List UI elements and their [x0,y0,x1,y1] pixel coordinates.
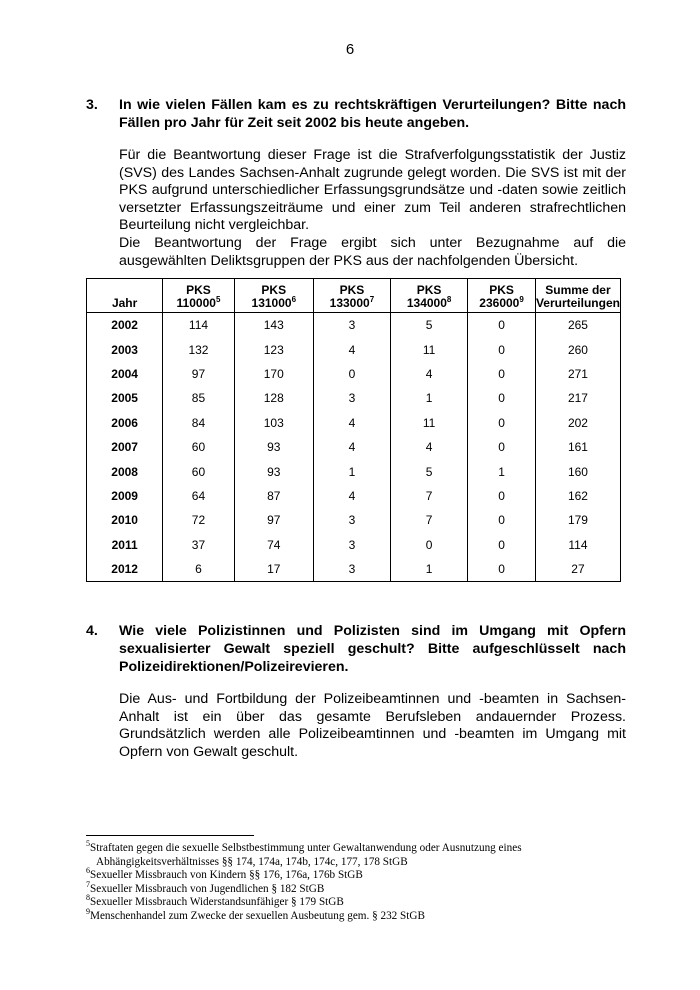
value-cell: 0 [468,435,536,459]
table-row [87,533,621,557]
footnote-text: Menschenhandel zum Zwecke der sexuellen Ausbeutung gem. § 232 StGB [90,909,425,922]
value-cell: 161 [535,435,620,459]
header-line-2: 236000 [479,296,520,310]
year-cell: 2007 [87,435,163,459]
value-cell: 160 [535,459,620,483]
value-cell: 0 [468,557,536,582]
value-cell: 6 [163,557,234,582]
value-cell: 170 [234,362,313,386]
value-cell: 0 [468,386,536,410]
value-cell: 143 [234,313,313,338]
header-line-1: PKS [186,283,211,297]
table-row [87,362,621,386]
value-cell: 271 [535,362,620,386]
value-cell: 3 [313,508,390,532]
header-line-2: 131000 [251,296,292,310]
footnote-reference: 8 [446,295,452,304]
value-cell: 97 [234,508,313,532]
value-cell: 217 [535,386,620,410]
value-cell: 7 [391,508,468,532]
value-cell: 64 [163,484,234,508]
question-4-title: Wie viele Polizistinnen und Polizisten sind im Umgang mit Opfern sexualisierter Gewalt speziell geschult? Bitte aufgeschlüsselt nach Polizeidirektionen/Polizeirevieren. [119,623,626,675]
table-header-cell [163,279,234,313]
table-row [87,337,621,361]
value-cell: 0 [391,533,468,557]
value-cell: 4 [313,435,390,459]
value-cell: 97 [163,362,234,386]
table-header-cell [313,279,390,313]
question-4-section [86,622,626,761]
answer-3-paragraph-2: Die Beantwortung der Frage ergibt sich unter Bezugnahme auf die ausgewählten Deliktsgruppen der PKS aus der nachfolgenden Übersicht. [119,234,626,269]
value-cell: 5 [391,313,468,338]
value-cell: 93 [234,459,313,483]
value-cell: 103 [234,411,313,435]
footnote [86,893,616,910]
header-line-2: Jahr [111,296,138,310]
value-cell: 0 [468,533,536,557]
value-cell: 4 [313,484,390,508]
question-3-section [86,96,626,270]
question-4-number: 4. [86,623,98,639]
footnote-mark: 8 [86,893,90,903]
table-header-cell [535,279,620,313]
value-cell: 114 [163,313,234,338]
question-4-answer [119,691,626,761]
value-cell: 27 [535,557,620,582]
value-cell: 0 [468,484,536,508]
value-cell: 3 [313,386,390,410]
header-line-1: PKS [339,283,365,297]
header-line-1: PKS [489,283,514,297]
footnote-text: Straftaten gegen die sexuelle Selbstbestimmung unter Gewaltanwendung oder Ausnutzung eines [90,842,522,854]
answer-3-paragraph-1: Für die Beantwortung dieser Frage ist die Strafverfolgungsstatistik der Justiz (SVS) des Landes Sachsen-Anhalt zugrunde gelegt worden. Die SVS ist mit der PKS aufgrund unterschiedlicher Erfassungsgrundsätze und -daten sowie zeitlich versetzter Erfassungszeiträume und einer zum Teil anderen strafrechtlichen Beurteilung nicht vergleichbar. [119,147,626,234]
footnote-divider [86,835,254,836]
year-cell: 2006 [87,411,163,435]
header-line-2: 110000 [176,296,216,310]
footnote [86,866,616,883]
table-header-row [87,279,621,313]
header-line-2: 134000 [406,296,447,310]
value-cell: 4 [313,337,390,361]
table-header-cell [391,279,468,313]
value-cell: 60 [163,435,234,459]
question-3-answer [119,147,626,270]
table-header-cell [234,279,313,313]
table-row [87,459,621,483]
value-cell: 3 [313,557,390,582]
footnote-reference: 7 [369,295,375,304]
value-cell: 0 [468,508,536,532]
value-cell: 0 [468,362,536,386]
table-row [87,508,621,532]
year-cell: 2009 [87,484,163,508]
value-cell: 5 [391,459,468,483]
value-cell: 162 [535,484,620,508]
value-cell: 260 [535,337,620,361]
footnote-continuation: Abhängigkeitsverhältnisses §§ 174, 174a, 174b, 174c, 177, 178 StGB [96,855,408,868]
value-cell: 1 [391,386,468,410]
value-cell: 11 [391,337,468,361]
footnote [86,906,616,924]
header-line-2: Verurteilungen [535,296,620,310]
table-body [87,313,621,582]
footnote [86,839,616,869]
question-4-heading [86,622,626,676]
year-cell: 2005 [87,386,163,410]
header-line-2: 133000 [329,296,370,310]
table-row [87,411,621,435]
footnote-text: Sexueller Missbrauch von Jugendlichen § 182 StGB [90,882,325,895]
value-cell: 0 [468,337,536,361]
value-cell: 114 [535,533,620,557]
value-cell: 0 [313,362,390,386]
question-3-title: In wie vielen Fällen kam es zu rechtskräftigen Verurteilungen? Bitte nach Fällen pro Jahr für Zeit seit 2002 bis heute angeben. [119,97,626,131]
value-cell: 60 [163,459,234,483]
year-cell: 2010 [87,508,163,532]
header-line-1: Summe der [545,283,611,297]
value-cell: 7 [391,484,468,508]
value-cell: 1 [468,459,536,483]
value-cell: 179 [535,508,620,532]
value-cell: 0 [468,411,536,435]
footnote-mark: 9 [86,906,90,916]
footnote-text: Sexueller Missbrauch von Kindern §§ 176, 176a, 176b StGB [90,869,363,882]
value-cell: 85 [163,386,234,410]
table-header-cell [87,279,163,313]
year-cell: 2011 [87,533,163,557]
value-cell: 265 [535,313,620,338]
value-cell: 3 [313,313,390,338]
convictions-table [86,278,621,582]
value-cell: 11 [391,411,468,435]
question-3-number: 3. [86,97,98,113]
value-cell: 0 [468,313,536,338]
footnote-reference: 5 [215,295,221,304]
year-cell: 2004 [87,362,163,386]
value-cell: 202 [535,411,620,435]
value-cell: 72 [163,508,234,532]
table-row [87,557,621,582]
value-cell: 17 [234,557,313,582]
year-cell: 2003 [87,337,163,361]
footnote-mark: 7 [86,879,90,889]
footnote-mark: 6 [86,866,90,876]
table-row [87,484,621,508]
value-cell: 4 [391,435,468,459]
year-cell: 2012 [87,557,163,582]
footnote-reference: 6 [291,295,297,304]
table-header-cell [468,279,536,313]
header-line-1: PKS [416,283,442,297]
value-cell: 128 [234,386,313,410]
value-cell: 123 [234,337,313,361]
footnote-text: Sexueller Missbrauch Widerstandsunfähiger § 179 StGB [90,896,344,909]
footnotes [86,839,616,924]
answer-4-paragraph: Die Aus- und Fortbildung der Polizeibeamtinnen und -beamten in Sachsen-Anhalt ist ein über das gesamte Berufsleben andauernder Prozess. Grundsätzlich werden alle Polizeibeamtinnen und -beamten im Umgang mit Opfern von Gewalt geschult. [119,691,626,760]
question-3-heading [86,96,626,132]
value-cell: 3 [313,533,390,557]
table-row [87,386,621,410]
value-cell: 84 [163,411,234,435]
value-cell: 37 [163,533,234,557]
year-cell: 2008 [87,459,163,483]
header-line-1: PKS [261,283,287,297]
page-number: 6 [345,41,355,58]
value-cell: 4 [391,362,468,386]
value-cell: 87 [234,484,313,508]
value-cell: 74 [234,533,313,557]
convictions-table-wrapper [86,278,621,582]
value-cell: 4 [313,411,390,435]
table-row [87,435,621,459]
footnote-reference: 9 [519,295,524,304]
year-cell: 2002 [87,313,163,338]
footnote-mark: 5 [86,839,90,848]
value-cell: 132 [163,337,234,361]
value-cell: 1 [313,459,390,483]
footnote [86,879,616,897]
value-cell: 93 [234,435,313,459]
value-cell: 1 [391,557,468,582]
table-row [87,313,621,338]
